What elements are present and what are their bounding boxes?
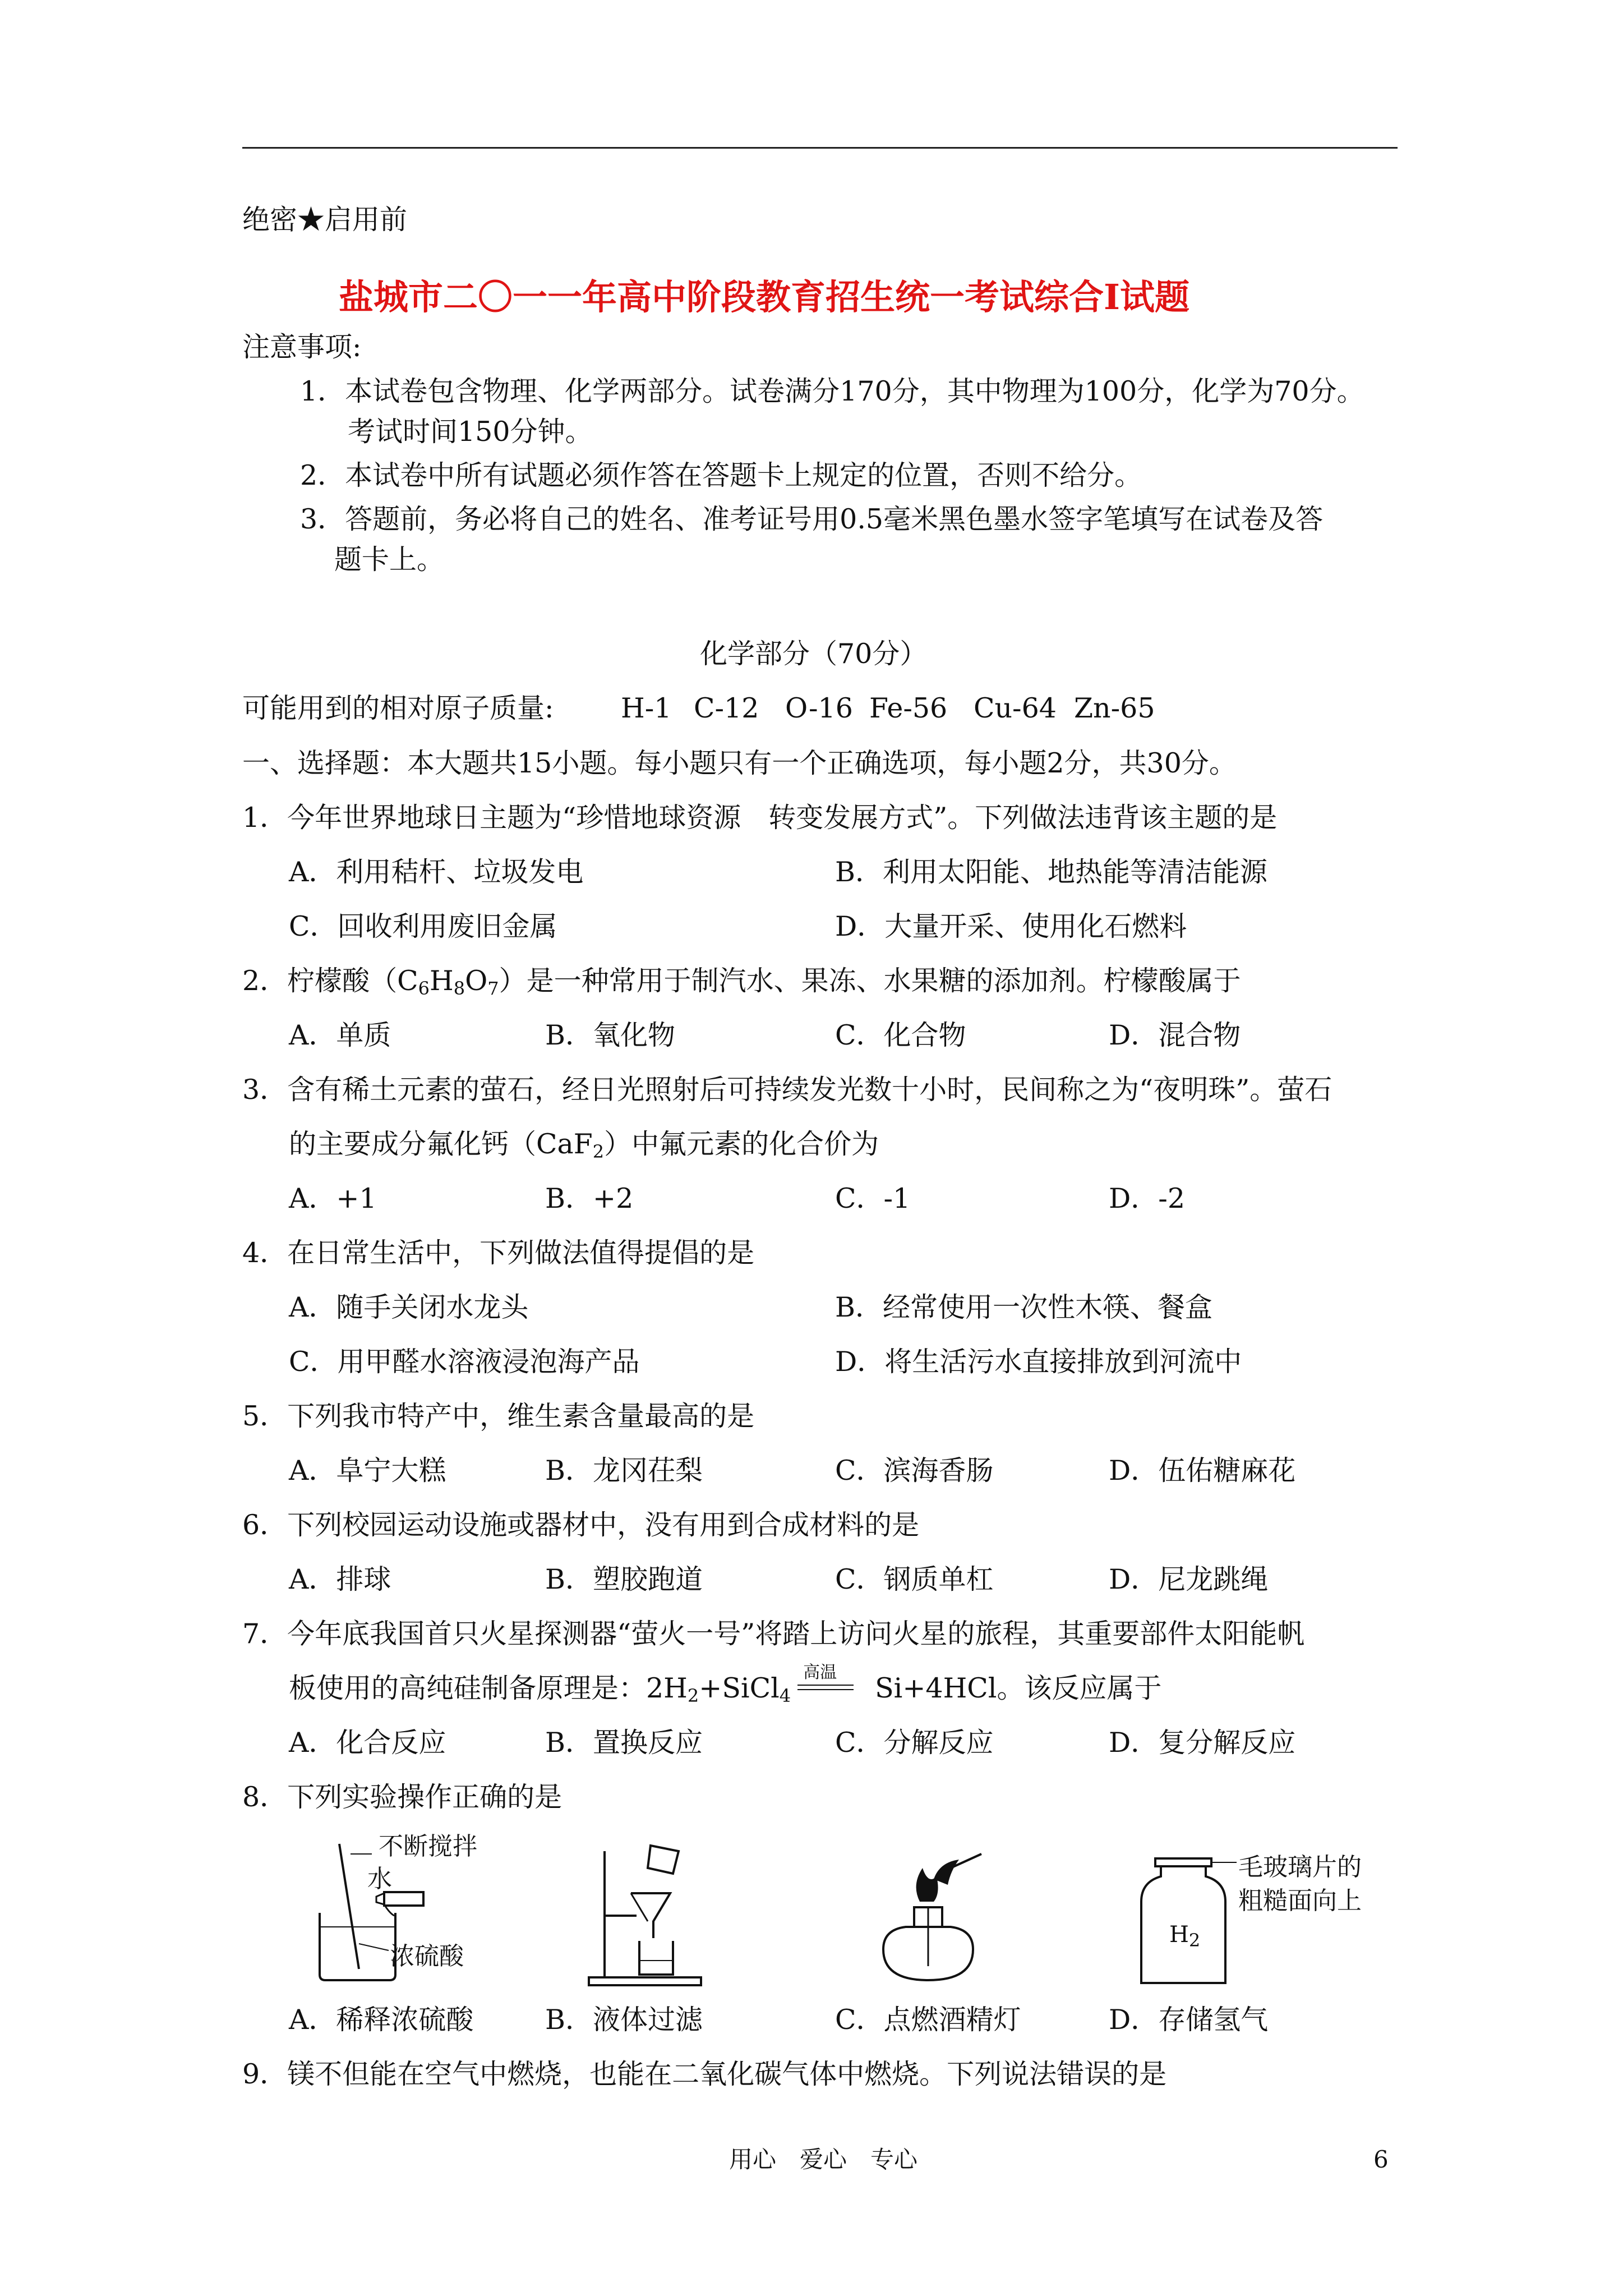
q5-option-a: A．阜宁大糕: [289, 1455, 446, 1487]
figure-dilute-acid: [306, 1832, 519, 1989]
q1-option-d: D．大量开采、使用化石燃料: [835, 910, 1187, 942]
q1-option-a: A．利用秸杆、垃圾发电: [289, 856, 584, 888]
q5-option-d: D．伍佑糖麻花: [1109, 1455, 1296, 1487]
q5-option-c: C．滨海香肠: [835, 1455, 994, 1487]
q2-option-c: C．化合物: [835, 1019, 966, 1051]
q9-stem: 9．镁不但能在空气中燃烧，也能在二氧化碳气体中燃烧。下列说法错误的是: [242, 2058, 1167, 2090]
mass-o: O-16: [785, 692, 853, 724]
q6-option-c: C．钢质单杠: [835, 1563, 994, 1595]
figure-hydrogen-jar: [1138, 1854, 1374, 1991]
confidential-mark: 绝密★启用前: [242, 204, 408, 236]
q6-stem: 6．下列校园运动设施或器材中，没有用到合成材料的是: [242, 1509, 920, 1541]
q2-option-b: B．氧化物: [545, 1019, 676, 1051]
note-3: 3．答题前，务必将自己的姓名、准考证号用0.5毫米黑色墨水签字笔填写在试卷及答: [300, 503, 1324, 535]
exam-title: 盐城市二〇一一年高中阶段教育招生统一考试综合Ⅰ试题: [339, 277, 1190, 318]
q4-option-b: B．经常使用一次性木筷、餐盒: [835, 1291, 1213, 1323]
q3-stem-line1: 3．含有稀土元素的萤石，经日光照射后可持续发光数十小时，民间称之为“夜明珠”。萤石: [242, 1074, 1332, 1106]
q4-option-c: C．用甲醛水溶液浸泡海产品: [289, 1346, 640, 1378]
q3-option-c: C．-1: [835, 1182, 911, 1214]
header-rule: [242, 147, 1398, 149]
q8-option-d: D．存储氢气: [1109, 2004, 1269, 2036]
q7-option-a: A．化合反应: [289, 1727, 446, 1759]
q4-stem: 4．在日常生活中，下列做法值得提倡的是: [242, 1237, 755, 1269]
q6-option-a: A．排球: [289, 1563, 391, 1595]
q2-option-a: A．单质: [289, 1019, 391, 1051]
mass-zn: Zn-65: [1074, 692, 1155, 724]
q5-option-b: B．龙冈茌梨: [545, 1455, 703, 1487]
part1-instructions: 一、选择题：本大题共15小题。每小题只有一个正确选项，每小题2分，共30分。: [242, 747, 1237, 779]
note-1-cont: 考试时间150分钟。: [348, 416, 593, 448]
q2-stem: 2．柠檬酸$(C_6H_8O_7)$是一种常用于制汽水、果冻、水果糖的添加剂。柠檬酸属于: [242, 965, 1241, 999]
q4-option-a: A．随手关闭水龙头: [289, 1291, 529, 1323]
q3-option-d: D．-2: [1109, 1182, 1186, 1214]
mass-h: H-1: [621, 692, 672, 724]
page-number: 6: [1373, 2146, 1389, 2173]
q7-stem-line1: 7．今年底我国首只火星探测器“萤火一号”将踏上访问火星的旅程，其重要部件太阳能帆: [242, 1618, 1305, 1650]
q4-option-d: D．将生活污水直接排放到河流中: [835, 1346, 1242, 1378]
notes-heading: 注意事项:: [242, 331, 362, 363]
section-title: 化学部分（70分）: [700, 638, 928, 670]
figure-alcohol-lamp: [866, 1846, 990, 1989]
q8-stem: 8．下列实验操作正确的是: [242, 1781, 562, 1813]
q6-option-b: B．塑胶跑道: [545, 1563, 703, 1595]
fig-d-note-line1: 毛玻璃片的: [1238, 1853, 1362, 1881]
fig-d-note-line2: 粗糙面向上: [1238, 1887, 1362, 1915]
mass-fe: Fe-56: [869, 692, 948, 724]
fig-a-water-label: 水: [367, 1865, 392, 1893]
q1-option-b: B．利用太阳能、地热能等清洁能源: [835, 856, 1268, 888]
q7-option-d: D．复分解反应: [1109, 1727, 1296, 1759]
q7-option-b: B．置换反应: [545, 1727, 703, 1759]
fig-d-gas-label: $H_2$: [1169, 1922, 1201, 1951]
q7-option-c: C．分解反应: [835, 1727, 994, 1759]
fig-a-stir-label: 不断搅拌: [379, 1832, 477, 1861]
q2-option-d: D．混合物: [1109, 1019, 1241, 1051]
q5-stem: 5．下列我市特产中，维生素含量最高的是: [242, 1400, 755, 1432]
mass-cu: Cu-64: [974, 692, 1057, 724]
reaction-condition: 高温: [791, 1677, 875, 1705]
footer-motto: 用心 爱心 专心: [729, 2146, 918, 2173]
q3-stem-line2: 的主要成分氟化钙（CaF$_2$）中氟元素的化合价为: [289, 1128, 879, 1162]
q8-option-c: C．点燃酒精灯: [835, 2004, 1021, 2036]
atomic-mass-label: 可能用到的相对原子质量:: [242, 692, 554, 724]
mass-c: C-12: [694, 692, 759, 724]
note-3-cont: 题卡上。: [334, 544, 445, 576]
q3-option-a: A．+1: [289, 1182, 377, 1214]
q8-option-b: B．液体过滤: [545, 2004, 703, 2036]
q3-option-b: B．+2: [545, 1182, 634, 1214]
fig-a-acid-label: 浓硫酸: [390, 1942, 464, 1971]
note-1: 1．本试卷包含物理、化学两部分。试卷满分170分，其中物理为100分，化学为70分。: [300, 375, 1364, 407]
q6-option-d: D．尼龙跳绳: [1109, 1563, 1269, 1595]
figure-filtration: [583, 1840, 707, 1989]
note-2: 2．本试卷中所有试题必须作答在答题卡上规定的位置，否则不给分。: [300, 459, 1142, 491]
q7-stem-line2: 板使用的高纯硅制备原理是：$2H_2+SiCl_4$ 高温 Si+4HCl。该反应属于: [289, 1662, 1162, 1706]
q8-option-a: A．稀释浓硫酸: [289, 2004, 474, 2036]
q1-stem: 1．今年世界地球日主题为“珍惜地球资源 转变发展方式”。下列做法违背该主题的是: [242, 802, 1278, 834]
q1-option-c: C．回收利用废旧金属: [289, 910, 557, 942]
